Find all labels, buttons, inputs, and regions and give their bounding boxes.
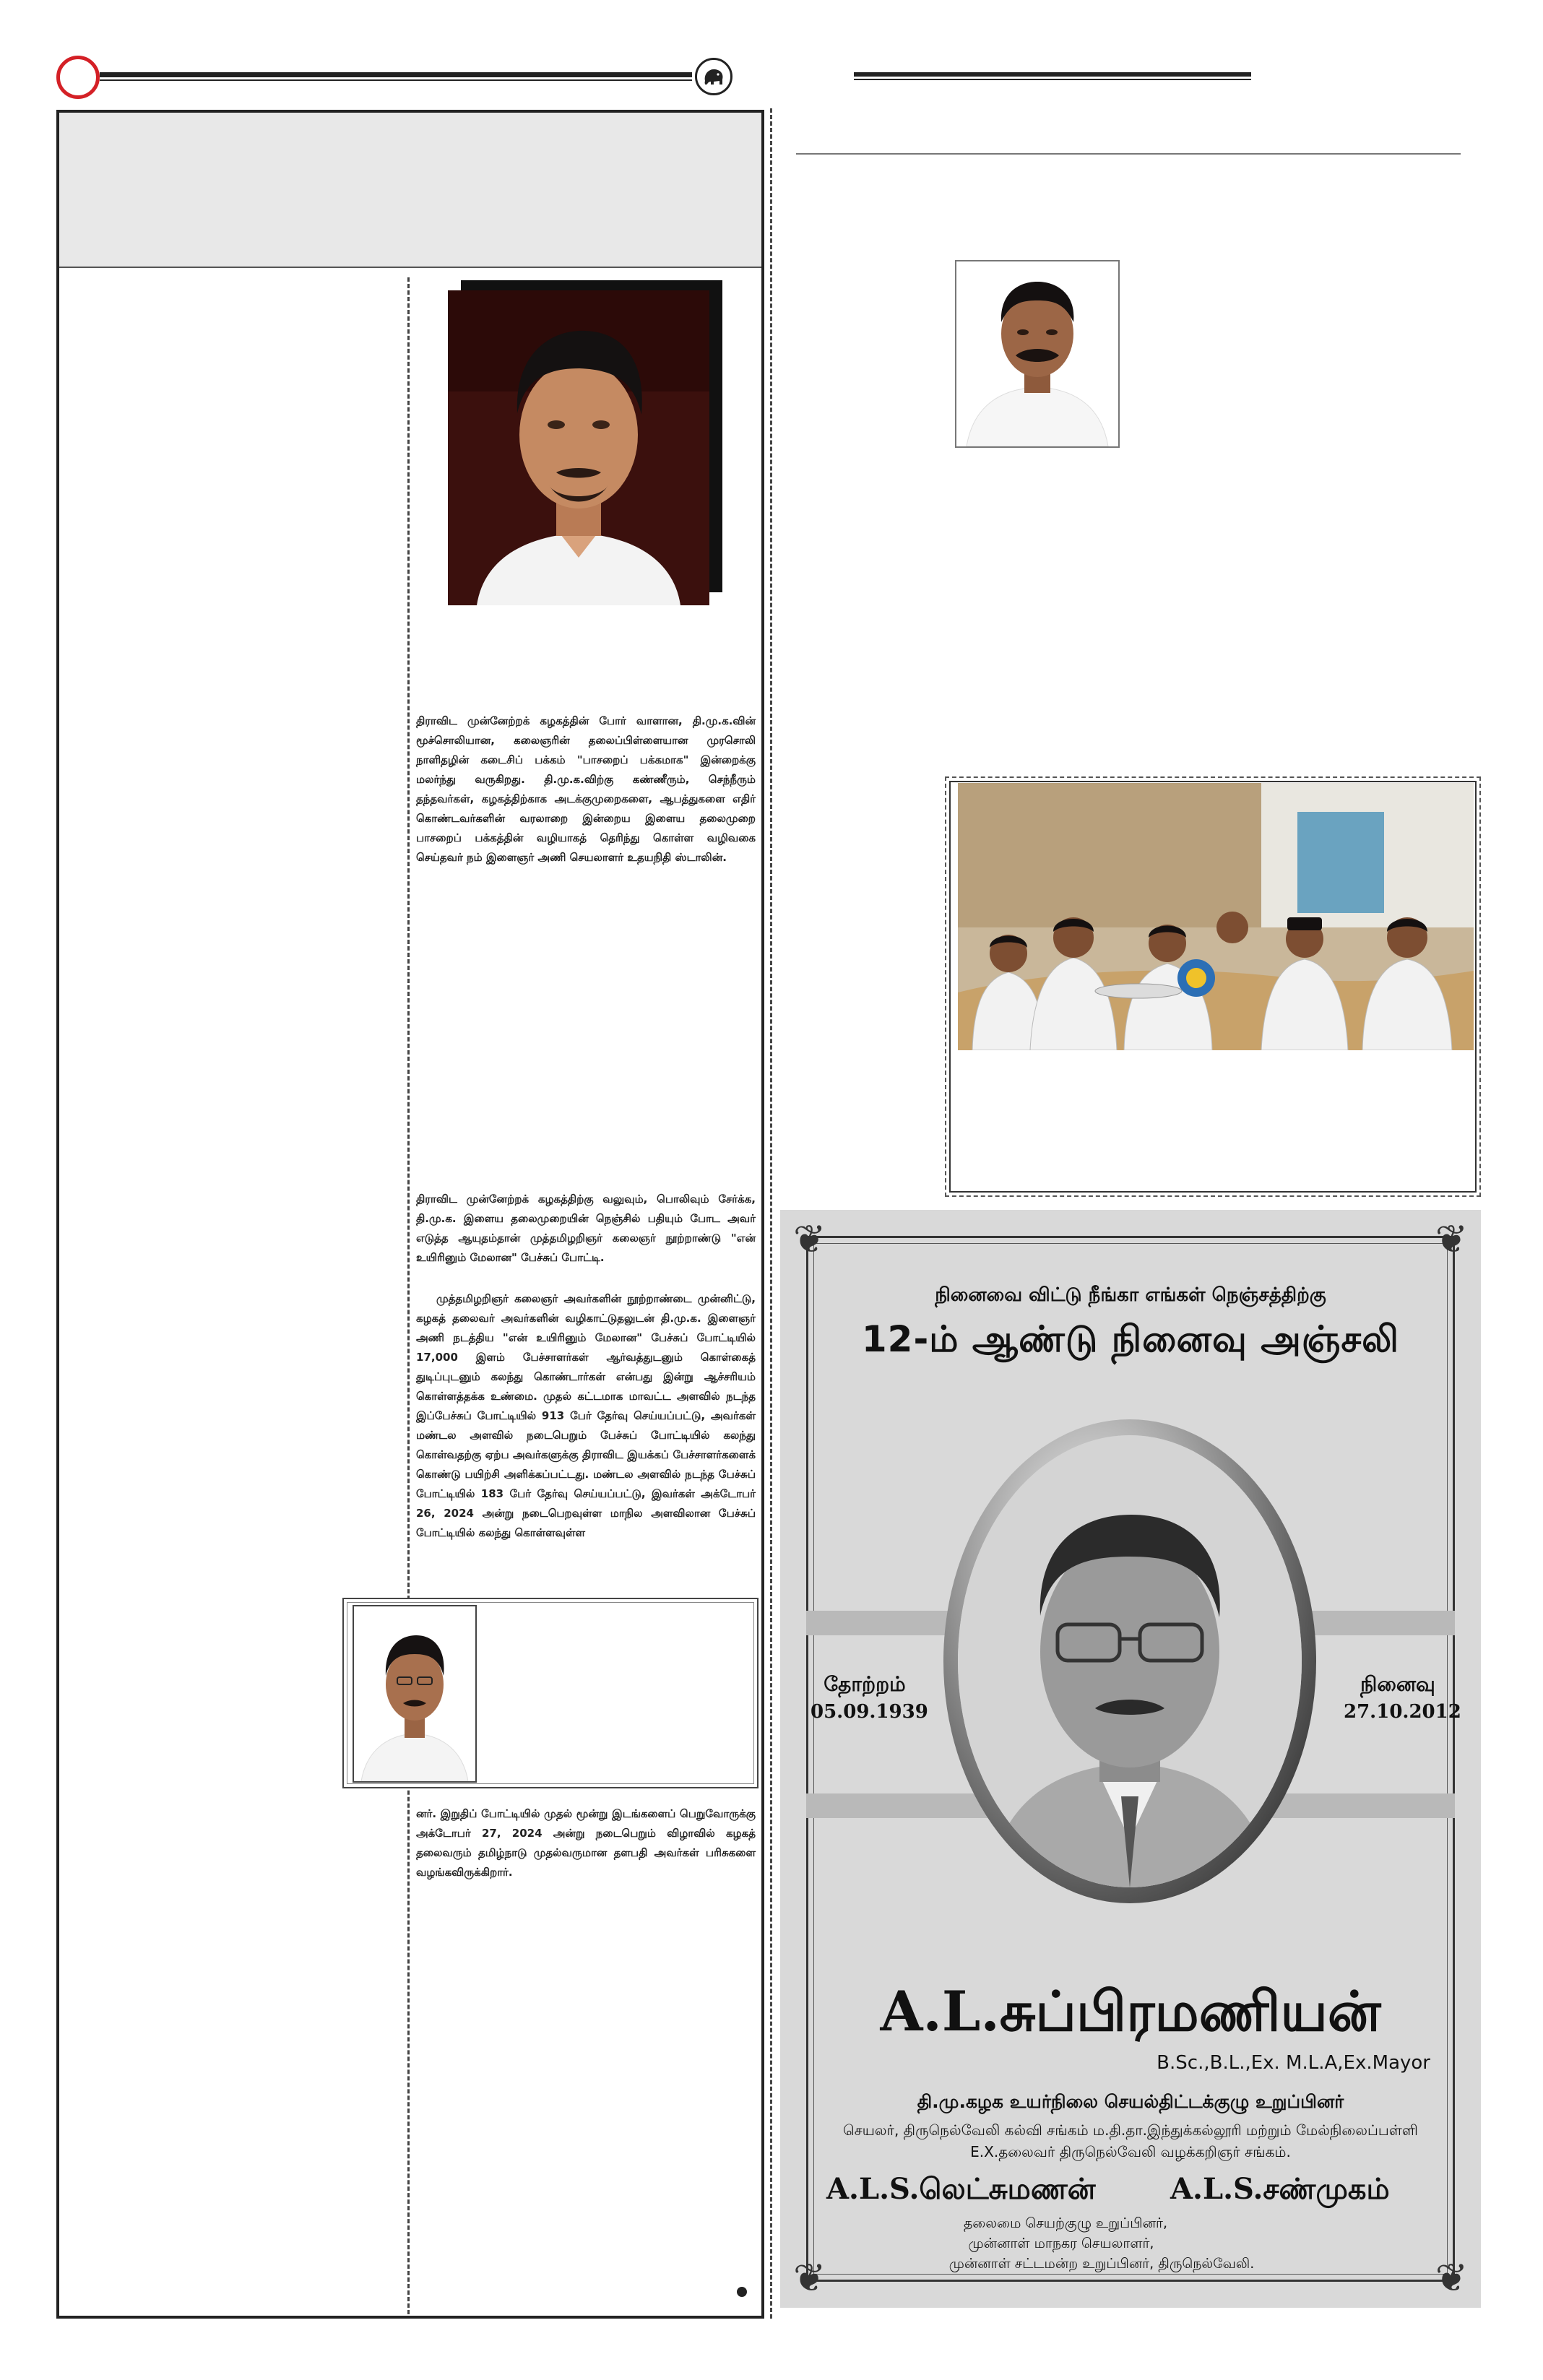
article-headline-box [59, 113, 761, 268]
column-divider [407, 277, 410, 2314]
birth-label: தோற்றம் [824, 1672, 906, 1696]
death-date: 27.10.2012 [1344, 1701, 1461, 1723]
article-paragraph-2: திராவிட முன்னேற்றக் கழகத்திற்கு வலுவும், பொலிவும் சேர்க்க, தி.மு.க. இளைய தலைமுறையின் நெஞ்சில் பதியும் போட அவர் எடுத்த ஆயுதம்தான் முத்தமிழறிஞர் கலைஞர் நூற்றாண்டு "என் உயிரினும் மேலான" பேச்சுப் போட்டி. [416, 1193, 756, 1264]
header-logo-circle [56, 56, 100, 99]
right-portrait-photo [955, 260, 1120, 448]
header-right-rule-thin [854, 79, 1251, 80]
donor-line-3: முன்னாள் சட்டமன்ற உறுப்பினர், திருநெல்வேலி. [948, 2256, 1255, 2272]
elephant-emblem-icon [695, 58, 732, 95]
ornament-corner-icon: ❦ [793, 1216, 826, 1262]
birth-date: 05.09.1939 [811, 1701, 928, 1723]
memorial-title: 12-ம் ஆண்டு நினைவு அஞ்சலி [861, 1318, 1400, 1360]
group-inspection-photo [958, 783, 1474, 1050]
death-label: நினைவு [1360, 1672, 1435, 1696]
memorial-subtitle: நினைவை விட்டு நீங்கா எங்கள் நெஞ்சத்திற்கு [935, 1284, 1326, 1306]
inset-portrait-photo [353, 1605, 477, 1783]
donor-line-2: முன்னாள் மாநகர செயலாளர், [968, 2236, 1154, 2251]
memorial-role-line2: செயலர், திருநெல்வேலி கல்வி சங்கம் ம.தி.தா.இந்துக்கல்லூரி மற்றும் மேல்நிலைப்பள்ளி [843, 2121, 1418, 2139]
ornament-corner-icon: ❦ [1435, 1216, 1468, 1262]
memorial-credentials: B.Sc.,B.L.,Ex. M.L.A,Ex.Mayor [1157, 2052, 1430, 2074]
memorial-advertisement [780, 1210, 1481, 2308]
article-paragraph-3: முத்தமிழறிஞர் கலைஞர் அவர்களின் நூற்றாண்டை முன்னிட்டு, கழகத் தலைவர் அவர்களின் வழிகாட்டுதலுடன் தி.மு.க. இளைஞர் அணி நடத்திய "என் உயிரினும் மேலான" பேச்சுப் போட்டியில் 17,000 இளம் பேச்சாளர்கள் ஆர்வத்துடனும் கொள்கைத் துடிப்புடனும் கலந்து கொண்டார்கள் என்பது இன்று ஆச்சரியம் கொள்ளத்தக்க உண்மை. முதல் கட்டமாக மாவட்ட அளவில் நடந்த இப்பேச்சுப் போட்டியில் 913 பேர் தேர்வு செய்யப்பட்டு, அவர்கள் மண்டல அளவில் நடைபெறும் பேச்சுப் போட்டியில் கலந்து கொள்வதற்கு ஏற்ப அவர்களுக்கு திராவிட இயக்கப் பேச்சாளர்களைக் கொண்டு பயிற்சி அளிக்கப்பட்டது. மண்டல அளவில் நடந்த பேச்சுப் போட்டியில் 183 பேர் தேர்வு செய்யப்பட்டு, இவர்கள் அக்டோபர் 26, 2024 அன்று நடைபெறவுள்ள மாநில அளவிலான பேச்சுப் போட்டியில் கலந்து கொள்ளவுள்ள [416, 1292, 756, 1539]
memorial-name: A.L.சுப்பிரமணியன் [880, 1979, 1381, 2043]
main-portrait-photo [448, 280, 722, 605]
memorial-role-line3: E.X.தலைவர் திருநெல்வேலி வழக்கறிஞர் சங்கம். [970, 2143, 1291, 2160]
ornament-corner-icon: ❦ [793, 2255, 826, 2301]
memorial-role: தி.மு.கழக உயர்நிலை செயல்திட்டக்குழு உறுப்பினர் [917, 2091, 1344, 2112]
header-right-rule [854, 72, 1251, 77]
header-rule-thin [100, 79, 692, 81]
ornament-corner-icon: ❦ [1435, 2255, 1468, 2301]
article-end-dot [737, 2287, 747, 2297]
donor-1-name: A.L.S.லெட்சுமணன் [826, 2172, 1096, 2206]
right-column-rule [796, 153, 1461, 155]
donor-2-name: A.L.S.சண்முகம் [1170, 2172, 1390, 2206]
article-paragraph-1: திராவிட முன்னேற்றக் கழகத்தின் போர் வாளான, தி.மு.க.வின் மூச்சொலியான, கலைஞரின் தலைப்பிள்ளையான முரசொலி நாளிதழின் கடைசிப் பக்கம் "பாசறைப் பக்கமாக" இன்றைக்கு மலர்ந்து வருகிறது. தி.மு.க.விற்கு கண்ணீரும், செந்நீரும் தந்தவர்கள், கழகத்திற்காக அடக்குமுறைகளை, ஆபத்துகளை எதிர் கொண்டவர்களின் வரலாறை இன்றைய இளைய தலைமுறை பாசறைப் பக்கத்தின் வழியாகத் தெரிந்து கொள்ள வழிவகை செய்தவர் நம் இளைஞர் அணி செயலாளர் உதயநிதி ஸ்டாலின். [416, 714, 756, 864]
memorial-portrait-photo [958, 1435, 1302, 1887]
header-rule [100, 72, 692, 77]
page-divider [770, 108, 772, 2319]
donor-line-1: தலைமை செயற்குழு உறுப்பினர், [963, 2215, 1168, 2231]
article-paragraph-4: னர். இறுதிப் போட்டியில் முதல் மூன்று இடங்களைப் பெறுவோருக்கு அக்டோபர் 27, 2024 அன்று நடைபெறும் விழாவில் கழகத் தலைவரும் தமிழ்நாடு முதல்வருமான தளபதி அவர்கள் பரிசுகளை வழங்கவிருக்கிறார். [416, 1807, 756, 1879]
